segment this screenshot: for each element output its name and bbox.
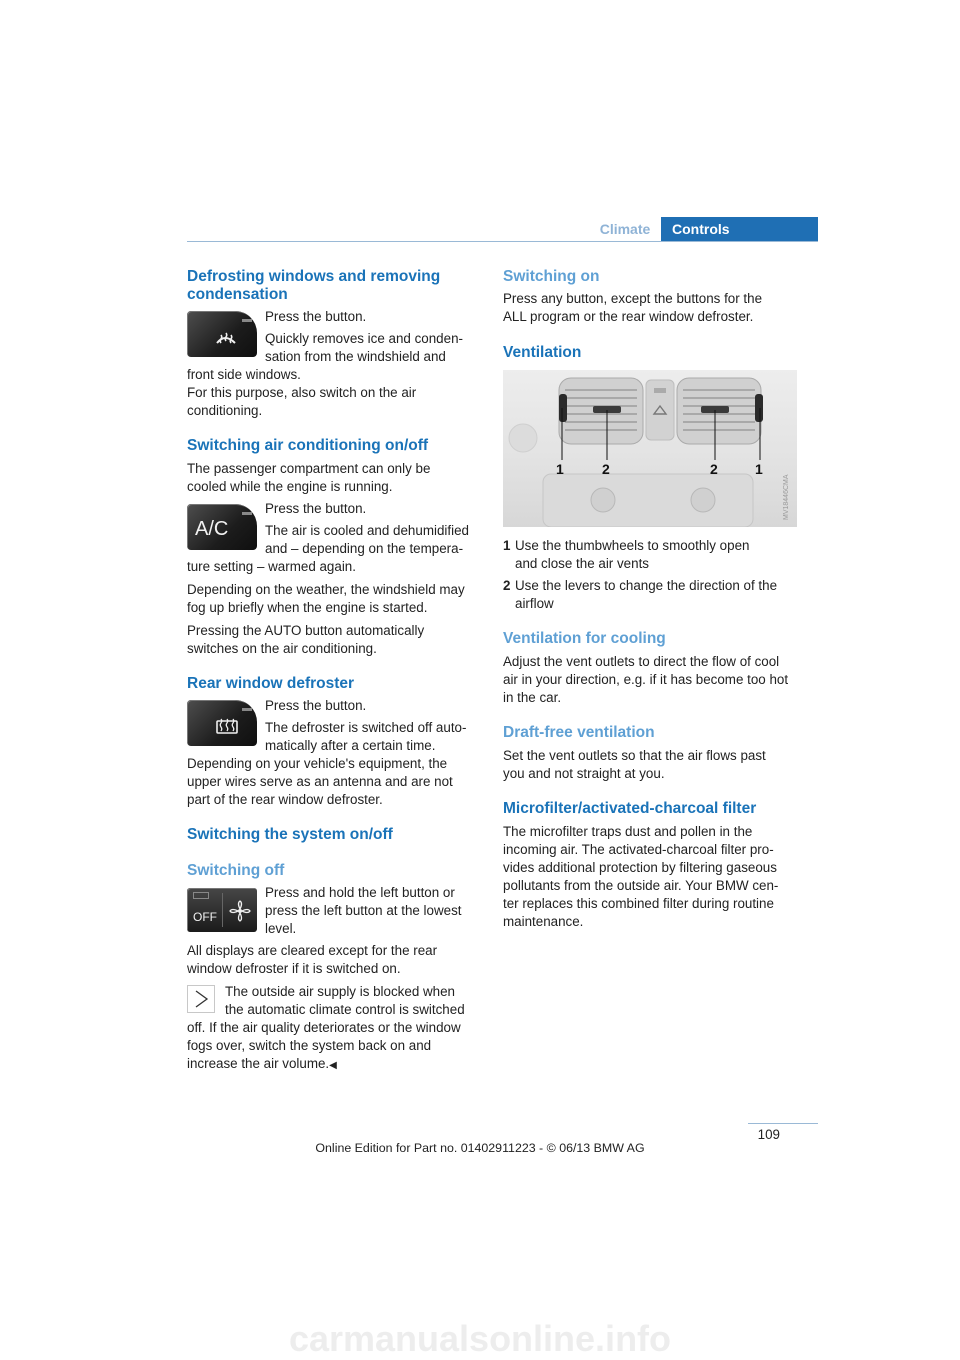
on-text-1b: ALL program or the rear window defroster. [503, 309, 754, 324]
fan-icon [229, 900, 251, 922]
list-item-text: Use the thumbwheels to smoothly open [515, 538, 750, 553]
off-fan-button-icon [187, 888, 257, 932]
note-arrow-icon [188, 986, 214, 1012]
on-text-1a: Press any button, except the buttons for the [503, 291, 763, 306]
filter-text-e: ter replaces this combined filter during routine [503, 896, 774, 911]
defrost-text-3b: conditioning. [187, 403, 263, 418]
ventilation-photo [503, 370, 797, 527]
note-text-d: fogs over, switch the system back on and [187, 1038, 432, 1053]
ac-button-label: A/C [195, 518, 229, 540]
callout-label: 1 [755, 461, 763, 477]
cooling-text-c: in the car. [503, 690, 562, 705]
filter-text-d: pollutants from the outside air. Your BMW cen- [503, 878, 779, 893]
callout-label: 2 [710, 461, 718, 477]
ac-text-4a: Depending on the weather, the windshield may [187, 582, 465, 597]
header-rule [187, 241, 818, 242]
section-defrost-heading: Defrosting windows and removing condensation [187, 268, 441, 303]
rear-text-2c: Depending on your vehicle's equipment, the [187, 756, 448, 771]
ac-text-2: Press the button. [265, 501, 367, 516]
list-item-text: Use the levers to change the direction of the [515, 578, 778, 593]
ac-text-1a: The passenger compartment can only be [187, 461, 431, 476]
defrost-text-1: Press the button. [265, 309, 367, 324]
section-ventilation-heading: Ventilation [503, 344, 582, 361]
callout-label: 1 [556, 461, 564, 477]
system-text-1b: press the left button at the lowest [265, 903, 462, 918]
subsection-switching-off-heading: Switching off [187, 862, 285, 879]
ac-text-3a: The air is cooled and dehumidified [265, 523, 469, 538]
ac-text-5a: Pressing the AUTO button automatically [187, 623, 425, 638]
section-switching-on-heading: Switching on [503, 268, 600, 285]
ac-text-4b: fog up briefly when the engine is started. [187, 600, 428, 615]
ac-text-3b: and – depending on the tempera- [265, 541, 464, 556]
off-indicator-icon [193, 892, 209, 899]
ac-text-3c: ture setting – warmed again. [187, 559, 356, 574]
off-button-label: OFF [193, 910, 217, 924]
section-ac-heading: Switching air conditioning on/off [187, 437, 429, 454]
image-code: MV18446CMA [783, 474, 790, 520]
filter-text-c: vides additional protection by filtering gaseous [503, 860, 777, 875]
rear-text-1: Press the button. [265, 698, 367, 713]
list-item-number: 2 [503, 578, 511, 593]
note-icon [187, 985, 215, 1013]
end-mark-icon: ◀ [329, 1060, 337, 1071]
rear-text-2e: part of the rear window defroster. [187, 792, 383, 807]
section-system-heading: Switching the system on/off [187, 826, 393, 843]
list-item-text: airflow [515, 596, 554, 611]
cooling-text-b: air in your direction, e.g. if it has become too hot [503, 672, 789, 687]
rear-defrost-button-icon [187, 700, 257, 746]
indicator-led [242, 512, 252, 515]
filter-text-b: incoming air. The activated-charcoal filter pro- [503, 842, 774, 857]
tab-climate: Climate [599, 221, 651, 237]
footer-rule [748, 1123, 818, 1124]
filter-text-a: The microfilter traps dust and pollen in the [503, 824, 753, 839]
windshield-defrost-icon [187, 311, 257, 357]
draft-text-a: Set the vent outlets so that the air flows past [503, 748, 766, 763]
note-text-e-body: increase the air volume. [187, 1056, 330, 1071]
ac-text-1b: cooled while the engine is running. [187, 479, 393, 494]
defrost-text-2c: front side windows. [187, 367, 301, 382]
draft-text-b: you and not straight at you. [503, 766, 665, 781]
rear-text-2d: upper wires serve as an antenna and are not [187, 774, 453, 789]
note-text-c: off. If the air quality deteriorates or the window [187, 1020, 461, 1035]
list-item-number: 1 [503, 538, 511, 553]
list-item [503, 577, 803, 613]
page-number: 109 [757, 1127, 780, 1142]
subsection-cooling-heading: Ventilation for cooling [503, 630, 666, 647]
section-filter-heading: Microfilter/activated-charcoal filter [503, 800, 757, 817]
system-text-1c: level. [265, 921, 297, 936]
ac-text-5b: switches on the air conditioning. [187, 641, 377, 656]
system-text-2b: window defroster if it is switched on. [187, 961, 401, 976]
rear-text-2a: The defroster is switched off auto- [265, 720, 467, 735]
list-item [503, 537, 803, 573]
note-text-b: the automatic climate control is switched [225, 1002, 465, 1017]
filter-text-f: maintenance. [503, 914, 584, 929]
edition-footer: Online Edition for Part no. 01402911223 - © 06/13 BMW AG [315, 1141, 645, 1155]
vent-illustration [503, 370, 797, 527]
callout-label: 2 [602, 461, 610, 477]
cooling-text-a: Adjust the vent outlets to direct the flow of cool [503, 654, 780, 669]
defrost-text-3a: For this purpose, also switch on the air [187, 385, 417, 400]
system-text-2a: All displays are cleared except for the rear [187, 943, 438, 958]
note-text-e [187, 1055, 337, 1075]
defrost-text-2a: Quickly removes ice and conden- [265, 331, 463, 346]
ac-button-icon [187, 504, 257, 550]
tab-controls: Controls [661, 217, 818, 241]
subsection-draft-free-heading: Draft-free ventilation [503, 724, 655, 741]
windshield-defrost-button-icon [187, 311, 257, 357]
watermark: carmanualsonline.info [288, 1318, 672, 1359]
button-divider [222, 893, 223, 927]
note-text-a: The outside air supply is blocked when [225, 984, 456, 999]
system-text-1a: Press and hold the left button or [265, 885, 455, 900]
defrost-text-2b: sation from the windshield and [265, 349, 446, 364]
rear-defrost-icon [187, 700, 257, 746]
rear-text-2b: matically after a certain time. [265, 738, 436, 753]
list-item-text: and close the air vents [515, 556, 649, 571]
section-rear-heading: Rear window defroster [187, 675, 355, 692]
